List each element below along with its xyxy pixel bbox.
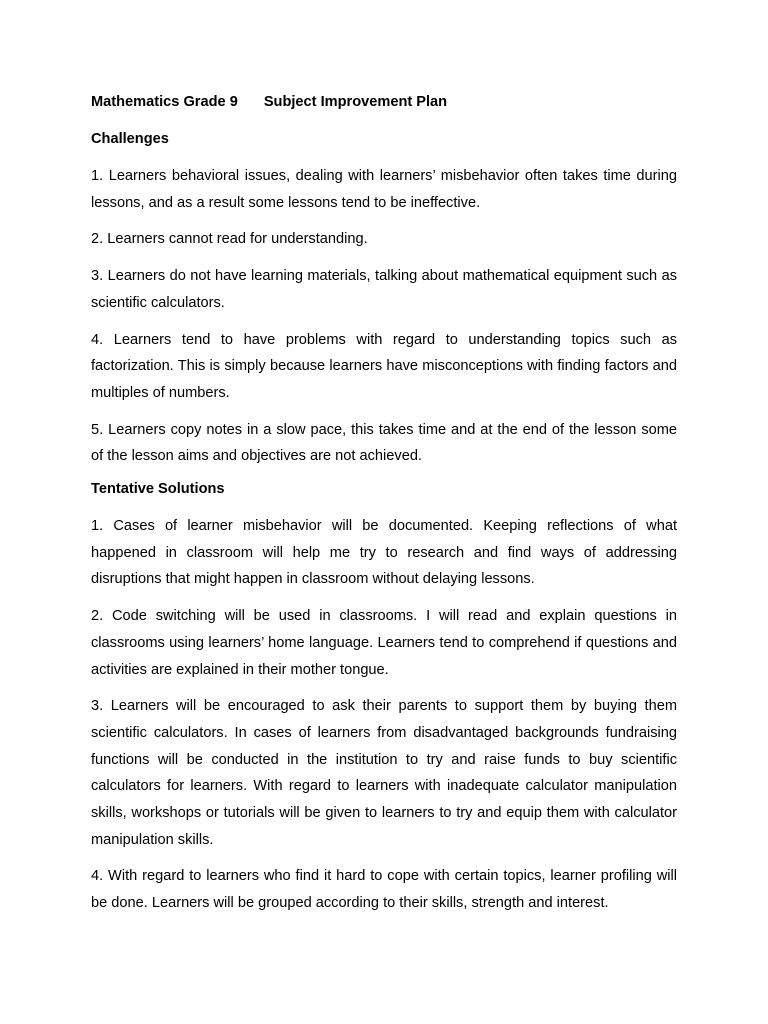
challenges-heading: Challenges — [91, 131, 169, 147]
solution-item-2: 2. Code switching will be used in classrooms. I will read and explain questions in classrooms using learners’ home language. Learners tend to comprehend if questions and activities are explained in their mother tongue. — [91, 608, 677, 678]
solution-item-1: 1. Cases of learner misbehavior will be documented. Keeping reflections of what happened in classroom will help me try to research and find ways of addressing disruptions that might happen in classroom without delaying lessons. — [91, 518, 677, 588]
challenge-item-1: 1. Learners behavioral issues, dealing with learners’ misbehavior often takes time during lessons, and as a result some lessons tend to be ineffective. — [91, 168, 677, 211]
solutions-heading: Tentative Solutions — [91, 481, 225, 498]
document-body — [91, 93, 677, 927]
title-plan: Subject Improvement Plan — [263, 94, 448, 110]
document-title — [91, 93, 677, 111]
challenge-item-3: 3. Learners do not have learning materials, talking about mathematical equipment such as scientific calculators. — [91, 268, 677, 311]
challenge-item-5: 5. Learners copy notes in a slow pace, this takes time and at the end of the lesson some of the lesson aims and objectives are not achieved. — [91, 421, 677, 465]
challenge-item-2: 2. Learners cannot read for understanding. — [91, 231, 368, 248]
solution-item-3: 3. Learners will be encouraged to ask their parents to support them by buying them scientific calculators. In cases of learners from disadvantaged backgrounds fundraising functions will be conducted in the institution to try and raise funds to buy scientific calculators for learners. With regard to learners with inadequate calculator manipulation skills, workshops or tutorials will be given to learners to try and equip them with calculator manipulation skills. — [91, 698, 677, 848]
solution-item-4: 4. With regard to learners who find it hard to cope with certain topics, learner profiling will be done. Learners will be grouped according to their skills, strength and interest. — [91, 868, 677, 912]
challenge-item-4: 4. Learners tend to have problems with regard to understanding topics such as factorization. This is simply because learners have misconceptions with finding factors and multiples of numbers. — [91, 331, 677, 401]
title-subject: Mathematics Grade 9 — [91, 94, 238, 110]
